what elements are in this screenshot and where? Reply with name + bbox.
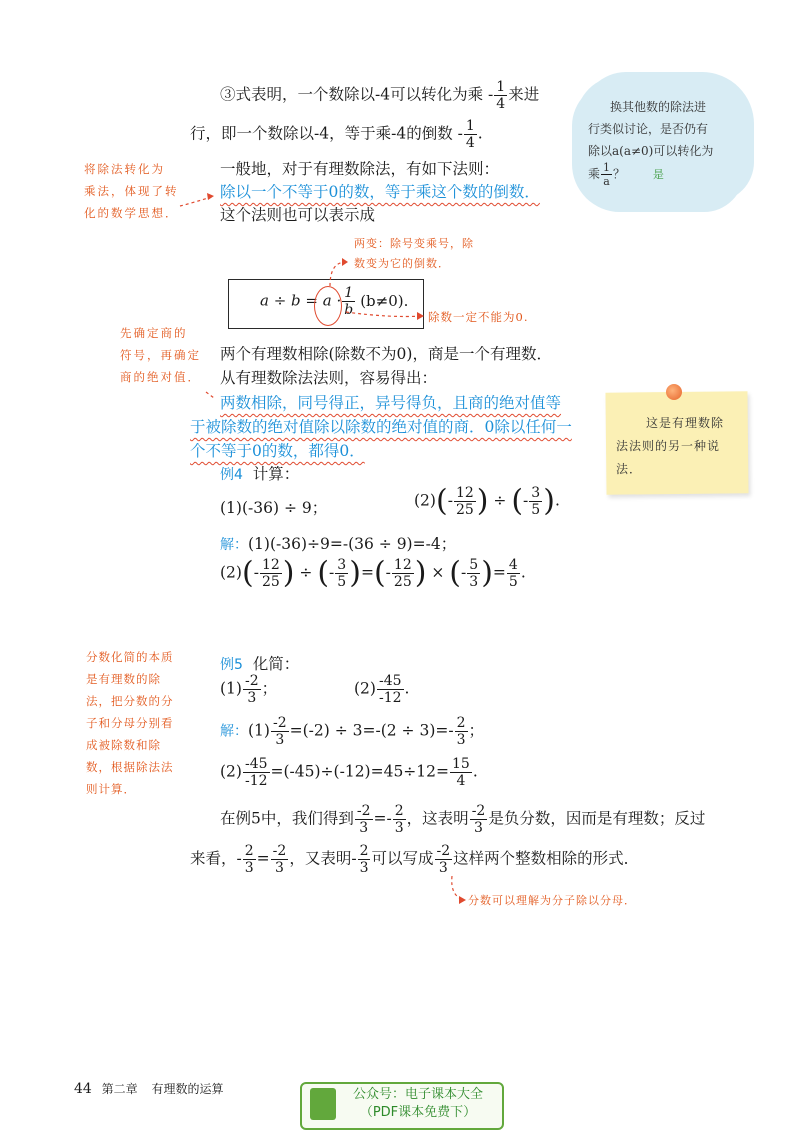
arrow-sign xyxy=(206,392,214,398)
rule-sign-b: 于被除数的绝对值除以除数的绝对值的商．0除以任何一 xyxy=(190,418,572,436)
arrow-two-changes xyxy=(330,262,346,286)
example-5-part-1: (1) $\frac{-2}{3}$ ； xyxy=(220,673,278,706)
chapter-title: 有理数的运算 xyxy=(151,1082,224,1096)
note-two-changes: 两变：除号变乘号，除 数变为它的倒数． xyxy=(354,237,474,270)
page-footer xyxy=(74,1080,224,1097)
line-3: 一般地，对于有理数除法，有如下法则： xyxy=(220,160,500,178)
line-5: 这个法则也可以表示成 xyxy=(220,206,376,224)
line-7: 从有理数除法法则，容易得出： xyxy=(220,369,438,387)
chapter-label: 第二章 xyxy=(101,1082,138,1096)
rule-reciprocal: 除以一个不等于0的数，等于乘这个数的倒数． xyxy=(220,183,540,201)
example-4-part-2: (2)(- $\frac{12}{25}$ ) ÷ (- $\frac{3}{5}$ ). xyxy=(414,483,560,519)
formula-reciprocal: $\frac{1}{b}$ xyxy=(344,285,354,318)
paragraph-line-2: 来看，- $\frac{2}{3}$ = $\frac{-2}{3}$ ，又表明- $\frac{2}{3}$ 可以写成 $\frac{-2}{3}$ 这样两个整数相除的形式． xyxy=(190,843,640,876)
cloud-answer: 是 xyxy=(652,168,664,181)
example-5-heading: 例5 化简： xyxy=(220,655,300,673)
example-5-solution-2: (2) $\frac{-45}{-12}$ =(-45)÷(-12)=45÷12= $\frac{15}{4}$ . xyxy=(220,756,478,789)
arrow-fraction xyxy=(452,876,464,900)
example-4-solution-2: (2)(- $\frac{12}{25}$ ) ÷ (- $\frac{3}{5}$ )=(- $\frac{12}{25}$ ) × (- $\frac{5}{3}$ )= $\frac{4}{5}$ . xyxy=(220,555,526,591)
note-transform: 将除法转化为 乘法，体现了转 化的数学思想． xyxy=(84,162,179,220)
note-sign: 先确定商的 符号，再确定 商的绝对值． xyxy=(120,326,201,384)
sticky-text: 这是有理数除 法法则的另一种说 法． xyxy=(616,416,725,476)
book-icon xyxy=(310,1088,336,1120)
paragraph-line-1: 在例5中，我们得到 $\frac{-2}{3}$ =- $\frac{2}{3}$ ，这表明 $\frac{-2}{3}$ 是负分数，因而是有理数；反过 xyxy=(220,803,706,836)
page-number: 44 xyxy=(74,1081,92,1097)
example-5-part-2: (2) $\frac{-45}{-12}$ . xyxy=(354,673,410,706)
note-fraction: 分数可以理解为分子除以分母． xyxy=(468,894,636,907)
arrow-divisor xyxy=(346,312,422,317)
line-6: 两个有理数相除(除数不为0)，商是一个有理数． xyxy=(220,345,552,363)
example-4-solution-1: 解：(1)(-36)÷9=-(36 ÷ 9)=-4； xyxy=(220,535,457,553)
example-4-heading: 例4 计算： xyxy=(220,465,300,483)
line-2: 行，即一个数除以-4，等于乘-4的倒数 - $\frac{1}{4}$ . xyxy=(190,118,483,151)
rule-sign-c: 个不等于0的数，都得0． xyxy=(190,442,365,460)
cloud-text: 换其他数的除法进 行类似讨论，是否仍有 除以a(a≠0)可以转化为 乘 $\frac{1}{a}$ ？ 是 xyxy=(588,100,714,188)
example-5-solution-1: 解：(1) $\frac{-2}{3}$ =(-2) ÷ 3=-(2 ÷ 3)=- $\frac{2}{3}$ ； xyxy=(220,715,485,748)
line-1: ③式表明，一个数除以-4可以转化为乘 - $\frac{1}{4}$ 来进 xyxy=(220,79,540,112)
formula: a ÷ b = a · $\frac{1}{b}$ (b≠0). xyxy=(260,285,409,318)
watermark-text: 公众号：电子课本大全 （PDF课本免费下） xyxy=(352,1087,483,1120)
example-4-part-1: (1)(-36) ÷ 9； xyxy=(220,499,328,517)
rule-sign-a: 两数相除，同号得正，异号得负，且商的绝对值等 xyxy=(220,394,562,412)
note-divisor: 除数一定不能为0. xyxy=(428,310,529,324)
note-simplify: 分数化简的本质 是有理数的除 法，把分数的分 子和分母分别看 成被除数和除 数，根据除法法 则计算． xyxy=(86,650,174,796)
